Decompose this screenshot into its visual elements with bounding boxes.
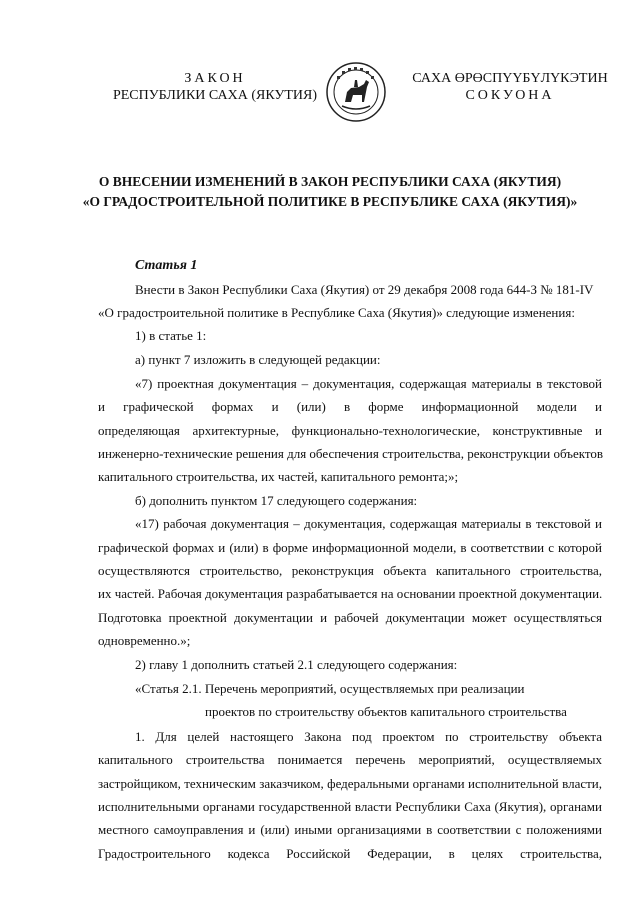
body-line: и графической формах и (или) в форме информационной модели и (98, 399, 602, 414)
republic-name-yakut: САХА ӨРӨСПҮҮБҮЛҮКЭТИН (412, 71, 608, 86)
body-line: а) пункт 7 изложить в следующей редакции: (135, 352, 381, 367)
body-line: застройщиком, техническим заказчиком, федеральными органами исполнительной власти, (98, 776, 602, 791)
law-word-yakut: СОКУОНА (465, 88, 555, 103)
document-title-line-2: «О ГРАДОСТРОИТЕЛЬНОЙ ПОЛИТИКЕ В РЕСПУБЛИКЕ САХА (ЯКУТИЯ)» (82, 194, 578, 209)
body-line: осуществляются строительство, реконструкция объекта капитального строительства, (98, 563, 602, 578)
body-line: местного самоуправления и (или) иными организациями в соответствии с положениями (98, 822, 602, 837)
body-line: проектов по строительству объектов капитального строительства (205, 704, 567, 719)
body-line: графической формах и (или) в форме информационной модели, в соответствии с которой (98, 540, 602, 555)
law-header-left (110, 70, 320, 104)
republic-name: РЕСПУБЛИКИ САХА (ЯКУТИЯ) (112, 88, 318, 103)
body-line: капитального строительства понимается перечень мероприятий, осуществляемых (98, 752, 602, 767)
body-line: Внести в Закон Республики Саха (Якутия) от 29 декабря 2008 года 644-З № 181-IV (135, 282, 594, 297)
body-line: исполнительными органами государственной власти Республики Саха (Якутия), органами (98, 799, 602, 814)
body-line: их частей. Рабочая документация разрабатывается на основании проектной документации. (98, 586, 603, 601)
body-line: капитального строительства, их частей, капитального ремонта;»; (98, 469, 459, 484)
coat-of-arms-emblem-icon (326, 62, 386, 122)
body-line: инженерно-технические решения для обеспечения строительства, реконструкции объектов (98, 446, 604, 461)
body-line: 2) главу 1 дополнить статьей 2.1 следующего содержания: (135, 657, 458, 672)
body-line: 1) в статье 1: (135, 328, 207, 343)
body-line: б) дополнить пунктом 17 следующего содержания: (135, 493, 418, 508)
body-line: «17) рабочая документация – документация, содержащая материалы в текстовой и (135, 516, 602, 531)
body-line: «7) проектная документация – документация, содержащая материалы в текстовой (135, 376, 602, 391)
law-word: ЗАКОН (184, 71, 246, 86)
body-line: 1. Для целей настоящего Закона под проектом по строительству объекта (135, 729, 602, 744)
body-line: одновременно.»; (98, 633, 191, 648)
body-line: «Статья 2.1. Перечень мероприятий, осуществляемых при реализации (135, 681, 525, 696)
article-heading: Статья 1 (135, 258, 198, 273)
body-line: «О градостроительной политике в Республике Саха (Якутия)» следующие изменения: (98, 305, 575, 320)
law-header-right (405, 70, 615, 104)
body-line: Подготовка проектной документации и рабочей документации может осуществляться (98, 610, 602, 625)
body-line: определяющая архитектурные, функционально-технологические, конструктивные и (98, 423, 602, 438)
body-line: Градостроительного кодекса Российской Федерации, в целях строительства, (98, 846, 602, 861)
document-title-line-1: О ВНЕСЕНИИ ИЗМЕНЕНИЙ В ЗАКОН РЕСПУБЛИКИ САХА (ЯКУТИЯ) (98, 174, 562, 189)
